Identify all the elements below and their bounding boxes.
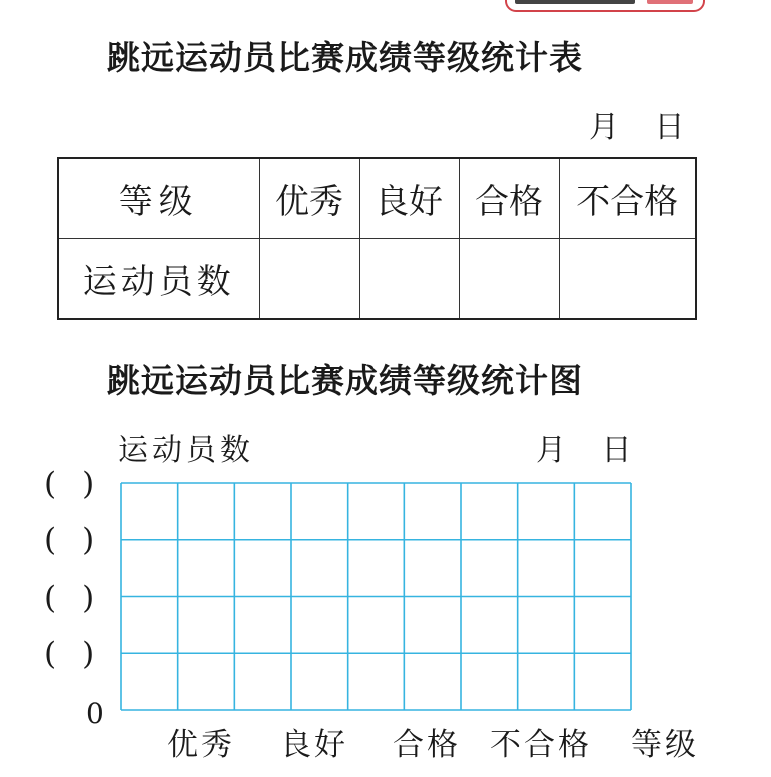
y-tick-blank[interactable]: () — [44, 580, 121, 616]
col-header: 不合格 — [559, 158, 696, 239]
corner-tag — [505, 0, 705, 12]
col-header: 优秀 — [259, 158, 359, 239]
y-tick-blank[interactable]: () — [44, 466, 121, 502]
x-category-label: 良好 — [280, 727, 348, 763]
value-cell[interactable] — [359, 239, 459, 320]
chart-date: 月 日 — [536, 433, 632, 468]
col-header: 合格 — [459, 158, 559, 239]
table-row — [58, 158, 696, 239]
table-row — [58, 239, 696, 320]
row-header-athletes: 运动员数 — [58, 239, 259, 320]
chart-title: 跳远运动员比赛成绩等级统计图 — [107, 361, 583, 400]
stats-table — [57, 157, 697, 320]
grid-svg — [120, 482, 632, 711]
x-category-label: 不合格 — [490, 727, 592, 763]
y-origin-label: 0 — [86, 697, 104, 730]
x-category-label: 优秀 — [167, 727, 235, 763]
value-cell[interactable] — [459, 239, 559, 320]
col-header: 良好 — [359, 158, 459, 239]
chart-y-axis-label: 运动员数 — [118, 433, 254, 468]
table-date: 月 日 — [589, 110, 685, 145]
y-tick-blank[interactable]: () — [44, 636, 121, 672]
x-axis-label: 等级 — [631, 727, 699, 763]
tag-red-block — [647, 0, 693, 4]
value-cell[interactable] — [559, 239, 696, 320]
chart-grid — [120, 482, 632, 711]
row-header-grade: 等级 — [58, 158, 259, 239]
tag-dark-block — [515, 0, 635, 4]
x-category-label: 合格 — [393, 727, 461, 763]
y-tick-blank[interactable]: () — [44, 522, 121, 558]
value-cell[interactable] — [259, 239, 359, 320]
table-title: 跳远运动员比赛成绩等级统计表 — [107, 38, 583, 77]
